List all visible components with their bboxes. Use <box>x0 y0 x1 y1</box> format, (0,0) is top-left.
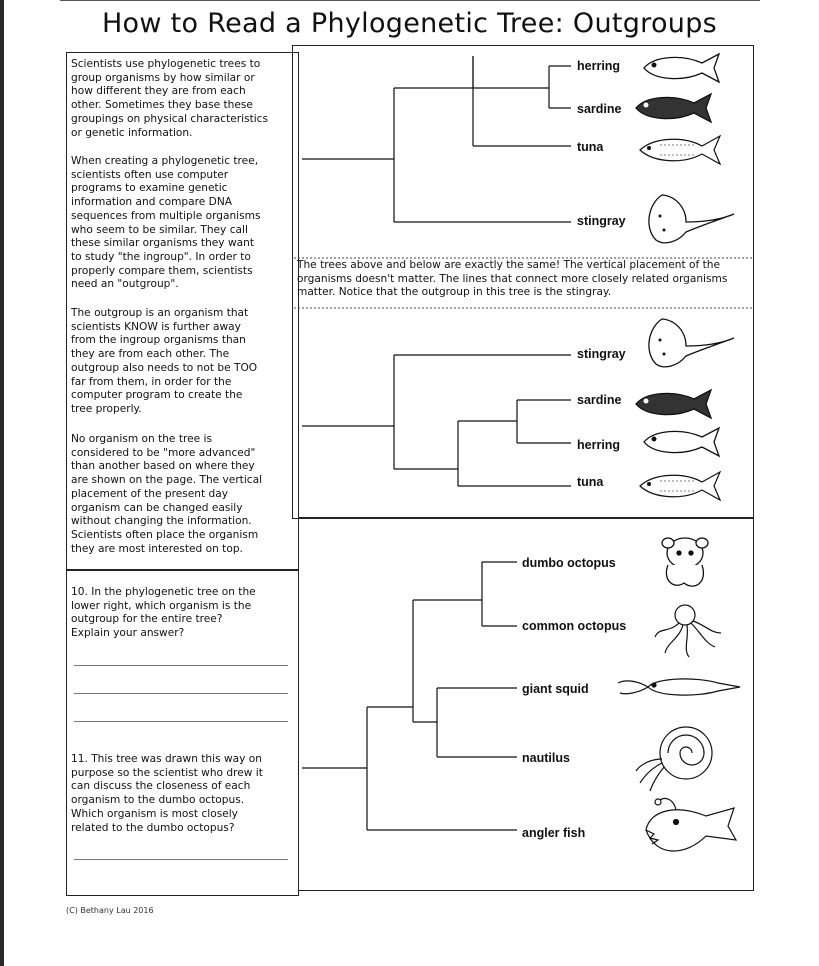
anglerfish-icon <box>646 798 736 851</box>
tree3-label-giant-squid: giant squid <box>522 682 589 696</box>
tree1-label-stingray: stingray <box>577 214 626 228</box>
stingray-icon <box>649 195 734 243</box>
tree1-label-tuna: tuna <box>577 140 604 154</box>
tree3-label-dumbo-octopus: dumbo octopus <box>522 556 616 570</box>
squid-icon <box>618 679 740 695</box>
copyright-notice: (C) Bethany Lau 2016 <box>66 906 154 915</box>
tree-3-branches <box>302 562 517 830</box>
tree2-label-stingray: stingray <box>577 347 626 361</box>
nautilus-icon <box>636 727 712 791</box>
fish-icon <box>640 136 720 164</box>
octopus-icon <box>655 605 721 657</box>
page-title: How to Read a Phylogenetic Tree: Outgroups <box>101 8 718 39</box>
tree2-label-sardine: sardine <box>577 393 622 407</box>
intro-paragraph-1: Scientists use phylogenetic trees to group organisms by how similar or how different they are from each other. Sometimes they base these groupings on physical characteristics or genetic information. <box>71 58 269 139</box>
tree-1-branches <box>302 56 571 222</box>
question-11: 11. This tree was drawn this way on purpose so the scientist who drew it can discuss the closeness of each organism to the dumbo octopus. Which organism is most closely related to the dumbo octopus? <box>71 753 263 834</box>
tree3-label-angler-fish: angler fish <box>522 826 586 840</box>
tree-2-branches <box>302 355 571 486</box>
trees-explanation-note: The trees above and below are exactly the same! The vertical placement of the organisms doesn't matter. The lines that connect more closely related organisms matter. Notice that the outgroup in this tree is the stingray. <box>297 259 728 298</box>
question-10: 10. In the phylogenetic tree on the lower right, which organism is the outgroup for the entire tree? Explain your answer? <box>71 586 256 640</box>
tree2-label-tuna: tuna <box>577 475 604 489</box>
intro-paragraph-3: The outgroup is an organism that scientists KNOW is further away from the ingroup organisms than they are from each other. The outgroup also needs to not be TOO far from them, in order for the computer program to create the tree properly. <box>71 307 258 415</box>
fish-icon <box>636 390 711 418</box>
fish-icon <box>636 94 711 122</box>
fish-icon <box>644 428 719 456</box>
tree3-label-nautilus: nautilus <box>522 751 570 765</box>
tree1-label-sardine: sardine <box>577 102 622 116</box>
tree1-label-herring: herring <box>577 59 621 73</box>
tree2-label-herring: herring <box>577 438 621 452</box>
stingray-icon <box>649 319 734 367</box>
tree3-label-common-octopus: common octopus <box>522 619 627 633</box>
fish-icon <box>644 54 719 82</box>
octopus-icon <box>662 538 708 586</box>
fish-icon <box>640 472 720 500</box>
intro-paragraph-2: When creating a phylogenetic tree, scientists often use computer programs to examine genetic information and compare DNA sequences from multiple organisms who seem to be similar. They call these similar organisms they want to study "the ingroup". In order to properly compare them, scientists need an "outgroup". <box>71 155 261 291</box>
intro-paragraph-4: No organism on the tree is considered to be "more advanced" than another based on where they are shown on the page. The vertical placement of the present day organism can be changed easily without changing the information. Scientists often place the organism they are most interested on top. <box>71 433 263 555</box>
